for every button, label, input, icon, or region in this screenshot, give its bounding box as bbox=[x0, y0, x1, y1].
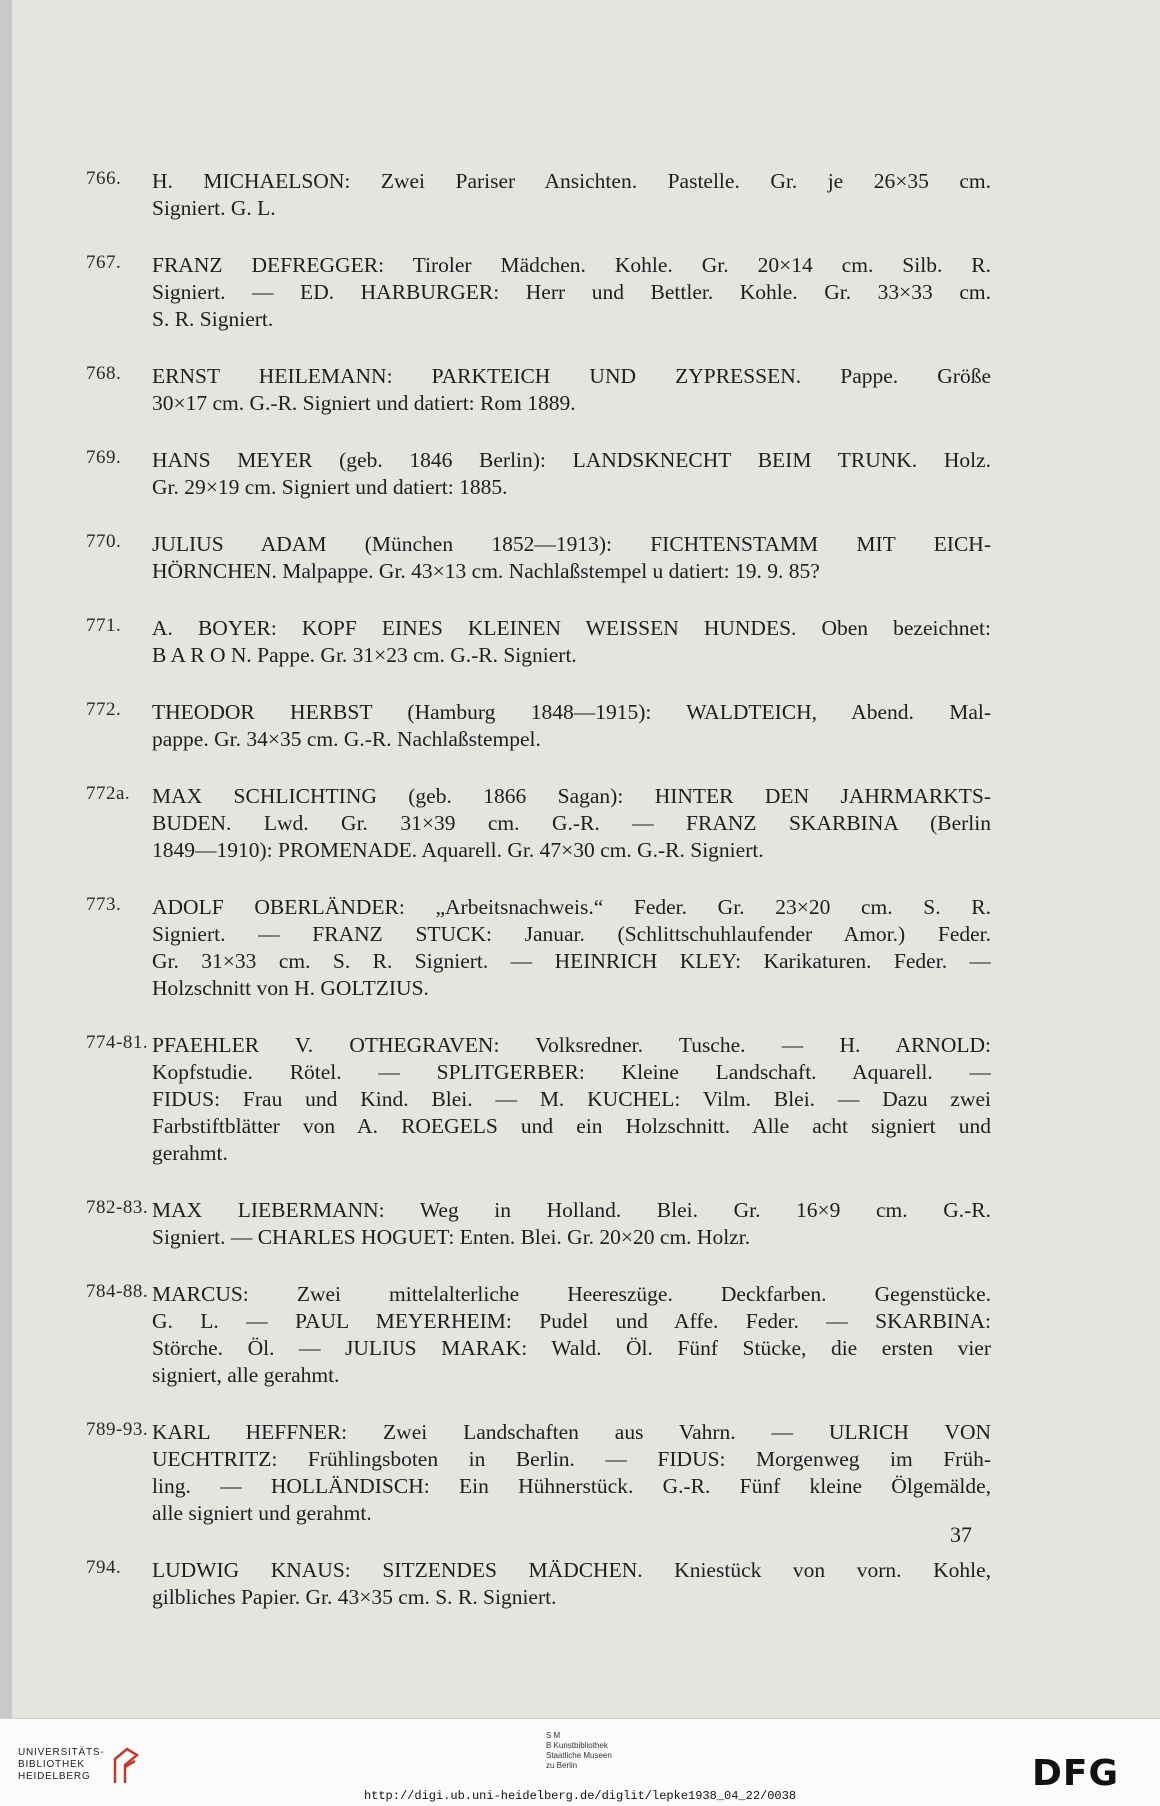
lot-number: 772a. bbox=[86, 783, 131, 804]
catalog-entry bbox=[86, 1557, 991, 1611]
entry-text-line: Signiert. — CHARLES HOGUET: Enten. Blei. Gr. 20×20 cm. Holzr. bbox=[152, 1225, 751, 1249]
university-library-logo[interactable] bbox=[18, 1745, 141, 1785]
entry-text-line: Holzschnitt von H. GOLTZIUS. bbox=[152, 976, 429, 1000]
entry-text-line: PFAEHLER V. OTHEGRAVEN: Volksredner. Tusche. — H. ARNOLD: bbox=[152, 1033, 991, 1057]
lot-number: 784-88. bbox=[86, 1281, 149, 1302]
catalog-entry bbox=[86, 531, 991, 585]
lot-number: 789-93. bbox=[86, 1419, 149, 1440]
footer-bar bbox=[0, 1718, 1160, 1806]
lot-number: 773. bbox=[86, 894, 122, 915]
catalog-entry bbox=[86, 252, 991, 333]
entry-text-line: alle signiert und gerahmt. bbox=[152, 1501, 372, 1525]
entry-text-line: G. L. — PAUL MEYERHEIM: Pudel und Affe. Feder. — SKARBINA: bbox=[152, 1309, 991, 1333]
lot-number: 794. bbox=[86, 1557, 122, 1578]
scanned-page bbox=[12, 0, 1160, 1718]
lot-number: 771. bbox=[86, 615, 122, 636]
catalog-entry bbox=[86, 1419, 991, 1527]
lot-number: 769. bbox=[86, 447, 122, 468]
lot-number: 766. bbox=[86, 168, 122, 189]
university-line: HEIDELBERG bbox=[18, 1771, 91, 1782]
entry-text-line: 1849—1910): PROMENADE. Aquarell. Gr. 47×30 cm. G.-R. Signiert. bbox=[152, 838, 764, 862]
catalog-entry bbox=[86, 1032, 991, 1167]
entry-text-line: UECHTRITZ: Frühlingsboten in Berlin. — FIDUS: Morgenweg im Früh- bbox=[152, 1447, 991, 1471]
museum-line: B Kunstbibliothek bbox=[546, 1741, 608, 1750]
entry-text-line: ADOLF OBERLÄNDER: „Arbeitsnachweis.“ Feder. Gr. 23×20 cm. S. R. bbox=[152, 895, 991, 919]
catalog-entry bbox=[86, 363, 991, 417]
lot-number: 770. bbox=[86, 531, 122, 552]
catalog-entry bbox=[86, 168, 991, 222]
museum-credit bbox=[546, 1731, 612, 1771]
entry-text-line: Signiert. G. L. bbox=[152, 196, 276, 220]
entry-text-line: THEODOR HERBST (Hamburg 1848—1915): WALDTEICH, Abend. Mal- bbox=[152, 700, 991, 724]
entry-text-line: KARL HEFFNER: Zwei Landschaften aus Vahrn. — ULRICH VON bbox=[152, 1420, 991, 1444]
catalog-entry bbox=[86, 615, 991, 669]
entry-text-line: Gr. 29×19 cm. Signiert und datiert: 1885. bbox=[152, 475, 508, 499]
page-number: 37 bbox=[950, 1522, 972, 1547]
entry-text-line: ling. — HOLLÄNDISCH: Ein Hühnerstück. G.-R. Fünf kleine Ölgemälde, bbox=[152, 1474, 991, 1498]
university-line: UNIVERSITÄTS- bbox=[18, 1747, 105, 1758]
entry-text-line: pappe. Gr. 34×35 cm. G.-R. Nachlaßstempel. bbox=[152, 727, 541, 751]
permalink-url[interactable]: http://digi.ub.uni-heidelberg.de/diglit/lepke1938_04_22/0038 bbox=[363, 1789, 797, 1803]
university-emblem-icon bbox=[111, 1745, 141, 1785]
catalog-entry bbox=[86, 783, 991, 864]
lot-number: 767. bbox=[86, 252, 122, 273]
entry-text-line: Gr. 31×33 cm. S. R. Signiert. — HEINRICH KLEY: Karikaturen. Feder. — bbox=[152, 949, 991, 973]
entry-text-line: HANS MEYER (geb. 1846 Berlin): LANDSKNECHT BEIM TRUNK. Holz. bbox=[152, 448, 991, 472]
university-line: BIBLIOTHEK bbox=[18, 1759, 85, 1770]
lot-number: 774-81. bbox=[86, 1032, 149, 1053]
entry-text-line: Signiert. — FRANZ STUCK: Januar. (Schlittschuhlaufender Amor.) Feder. bbox=[152, 922, 991, 946]
entry-text-line: FRANZ DEFREGGER: Tiroler Mädchen. Kohle. Gr. 20×14 cm. Silb. R. bbox=[152, 253, 991, 277]
entry-text-line: H. MICHAELSON: Zwei Pariser Ansichten. Pastelle. Gr. je 26×35 cm. bbox=[152, 169, 991, 193]
museum-line: zu Berlin bbox=[546, 1761, 578, 1770]
museum-line: S M bbox=[546, 1731, 561, 1740]
entry-text-line: A. BOYER: KOPF EINES KLEINEN WEISSEN HUNDES. Oben bezeichnet: bbox=[152, 616, 991, 640]
entry-text-line: FIDUS: Frau und Kind. Blei. — M. KUCHEL: Vilm. Blei. — Dazu zwei bbox=[152, 1087, 991, 1111]
museum-line: Staatliche Museen bbox=[546, 1751, 612, 1760]
entry-text-line: Störche. Öl. — JULIUS MARAK: Wald. Öl. Fünf Stücke, die ersten vier bbox=[152, 1336, 991, 1360]
entry-text-line: MARCUS: Zwei mittelalterliche Heereszüge. Deckfarben. Gegenstücke. bbox=[152, 1282, 991, 1306]
entry-text-line: LUDWIG KNAUS: SITZENDES MÄDCHEN. Kniestück von vorn. Kohle, bbox=[152, 1558, 991, 1582]
catalog-entry bbox=[86, 447, 991, 501]
entry-text-line: 30×17 cm. G.-R. Signiert und datiert: Rom 1889. bbox=[152, 391, 576, 415]
entry-text-line: Kopfstudie. Rötel. — SPLITGERBER: Kleine Landschaft. Aquarell. — bbox=[152, 1060, 991, 1084]
entry-text-line: ERNST HEILEMANN: PARKTEICH UND ZYPRESSEN. Pappe. Größe bbox=[152, 364, 991, 388]
entry-text-line: MAX LIEBERMANN: Weg in Holland. Blei. Gr. 16×9 cm. G.-R. bbox=[152, 1198, 991, 1222]
entry-text-line: B A R O N. Pappe. Gr. 31×23 cm. G.-R. Signiert. bbox=[152, 643, 577, 667]
dfg-logo[interactable]: DFG bbox=[1032, 1753, 1120, 1794]
university-library-name bbox=[18, 1747, 105, 1783]
catalog-entry bbox=[86, 699, 991, 753]
entry-text-line: JULIUS ADAM (München 1852—1913): FICHTENSTAMM MIT EICH- bbox=[152, 532, 991, 556]
entry-text-line: gilbliches Papier. Gr. 43×35 cm. S. R. Signiert. bbox=[152, 1585, 557, 1609]
entry-text-line: MAX SCHLICHTING (geb. 1866 Sagan): HINTER DEN JAHRMARKTS- bbox=[152, 784, 991, 808]
catalog-entries bbox=[86, 168, 991, 1641]
entry-text-line: Farbstiftblätter von A. ROEGELS und ein Holzschnitt. Alle acht signiert und bbox=[152, 1114, 991, 1138]
entry-text-line: Signiert. — ED. HARBURGER: Herr und Bettler. Kohle. Gr. 33×33 cm. bbox=[152, 280, 991, 304]
catalog-entry bbox=[86, 1281, 991, 1389]
entry-text-line: HÖRNCHEN. Malpappe. Gr. 43×13 cm. Nachlaßstempel u datiert: 19. 9. 85? bbox=[152, 559, 820, 583]
entry-text-line: BUDEN. Lwd. Gr. 31×39 cm. G.-R. — FRANZ SKARBINA (Berlin bbox=[152, 811, 991, 835]
entry-text-line: gerahmt. bbox=[152, 1141, 228, 1165]
lot-number: 772. bbox=[86, 699, 122, 720]
lot-number: 782-83. bbox=[86, 1197, 149, 1218]
entry-text-line: S. R. Signiert. bbox=[152, 307, 274, 331]
catalog-entry bbox=[86, 894, 991, 1002]
lot-number: 768. bbox=[86, 363, 122, 384]
entry-text-line: signiert, alle gerahmt. bbox=[152, 1363, 340, 1387]
catalog-entry bbox=[86, 1197, 991, 1251]
